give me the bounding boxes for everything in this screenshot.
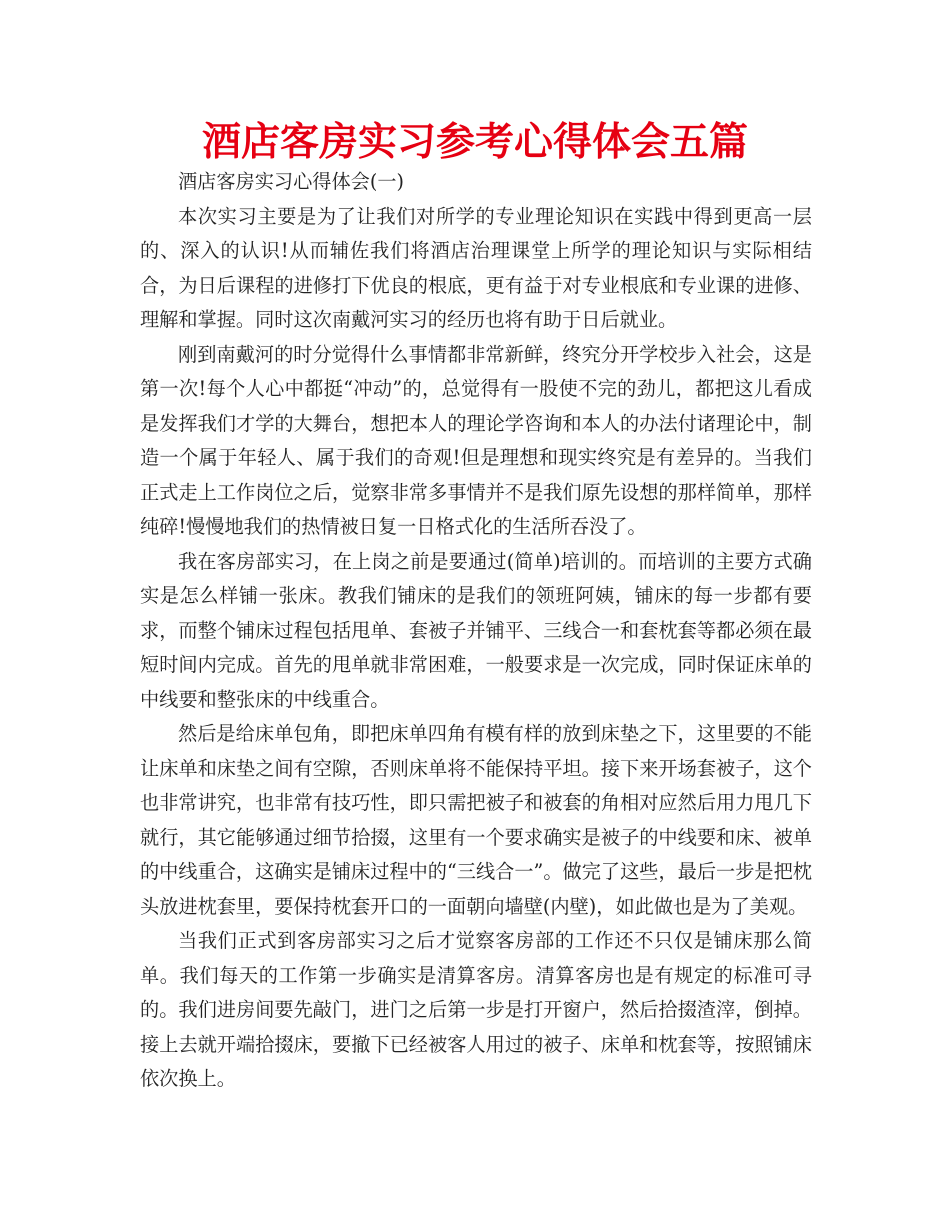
section-subheading: 酒店客房实习心得体会(一) [178, 170, 405, 193]
paragraph-3: 我在客房部实习，在上岗之前是要通过(简单)培训的。而培训的主要方式确实是怎么样铺一张床。教我们铺床的是我们的领班阿姨，铺床的每一步都有要求，而整个铺床过程包括甩单、套被子并铺平、三线合一和套枕套等都必须在最短时间内完成。首先的甩单就非常困难，一般要求是一次完成，同时保证床单的中线要和整张床的中线重合。 [140, 549, 812, 711]
paragraph-1: 本次实习主要是为了让我们对所学的专业理论知识在实践中得到更高一层的、深入的认识!从而辅佐我们将酒店治理课堂上所学的理论知识与实际相结合，为日后课程的进修打下优良的根底，更有益于对专业根底和专业课的进修、理解和掌握。同时这次南戴河实习的经历也将有助于日后就业。 [140, 204, 812, 331]
document-title: 酒店客房实习参考心得体会五篇 [201, 120, 748, 165]
document-body [140, 165, 812, 1097]
paragraph-2: 刚到南戴河的时分觉得什么事情都非常新鲜，终究分开学校步入社会，这是第一次!每个人心中都挺“冲动”的，总觉得有一股使不完的劲儿，都把这儿看成是发挥我们才学的大舞台，想把本人的理论学咨询和本人的办法付诸理论中，制造一个属于年轻人、属于我们的奇观!但是理想和现实终究是有差异的。当我们正式走上工作岗位之后，觉察非常多事情并不是我们原先设想的那样简单，那样纯碎!慢慢地我们的热情被日复一日格式化的生活所吞没了。 [140, 342, 812, 538]
paragraph-4: 然后是给床单包角，即把床单四角有模有样的放到床垫之下，这里要的不能让床单和床垫之间有空隙，否则床单将不能保持平坦。接下来开场套被子，这个也非常讲究，也非常有技巧性，即只需把被子和被套的角相对应然后用力甩几下就行，其它能够通过细节拾掇，这里有一个要求确实是被子的中线要和床、被单的中线重合，这确实是铺床过程中的“三线合一”。做完了这些，最后一步是把枕头放进枕套里，要保持枕套开口的一面朝向墙壁(内壁)，如此做也是为了美观。 [140, 722, 812, 918]
paragraph-5: 当我们正式到客房部实习之后才觉察客房部的工作还不只仅是铺床那么简单。我们每天的工作第一步确实是清算客房。清算客房也是有规定的标准可寻的。我们进房间要先敲门，进门之后第一步是打开窗户，然后拾掇渣滓，倒掉。接上去就开端拾掇床，要撤下已经被客人用过的被子、床单和枕套等，按照铺床依次换上。 [140, 929, 812, 1090]
